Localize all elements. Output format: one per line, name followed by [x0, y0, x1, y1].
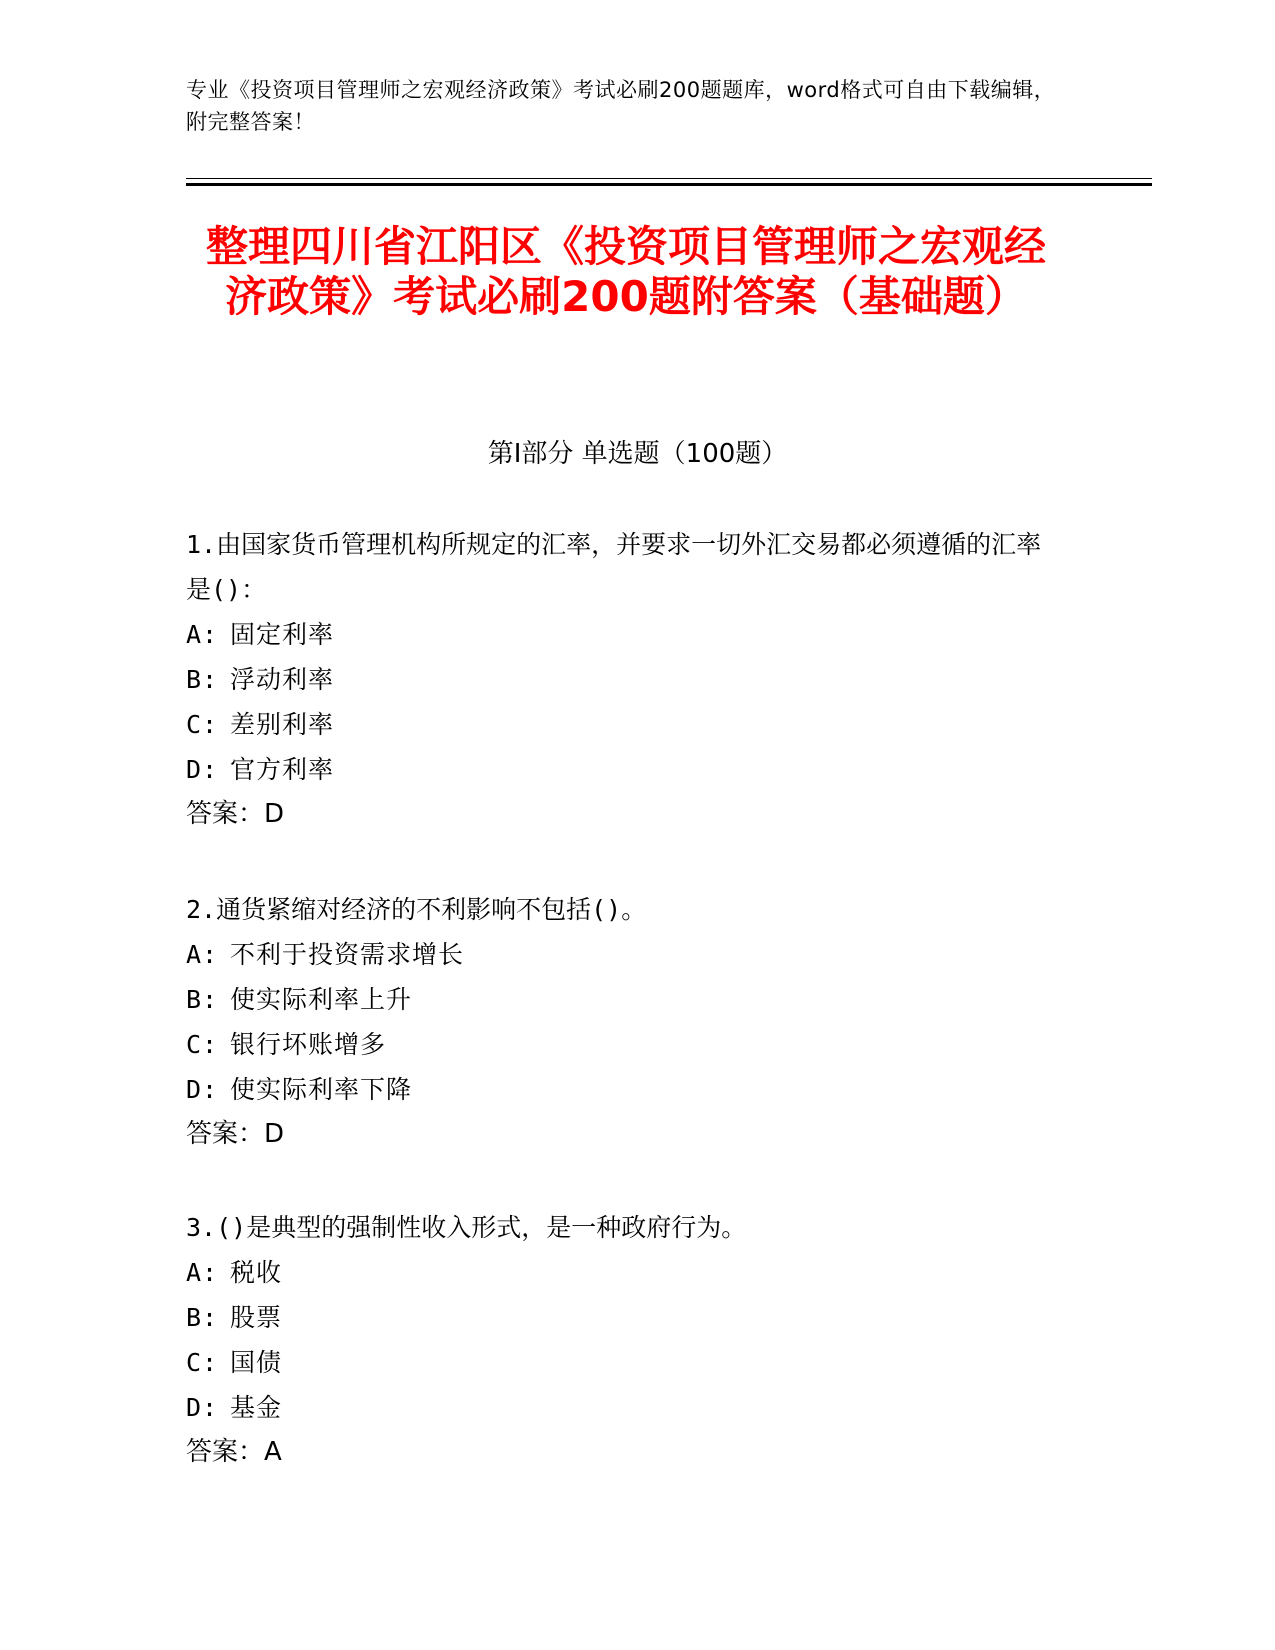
option-text: 股票: [230, 1303, 283, 1332]
question-stem: 1.由国家货币管理机构所规定的汇率，并要求一切外汇交易都必须遵循的汇率是()：: [186, 530, 1042, 604]
option-text: 国债: [230, 1348, 283, 1377]
option-d: [186, 1067, 1066, 1112]
option-text: 使实际利率上升: [230, 985, 413, 1014]
option-letter: B:: [186, 665, 219, 694]
option-letter: D:: [186, 1393, 219, 1422]
option-c: [186, 702, 1066, 747]
question-3: [186, 1205, 1066, 1475]
option-letter: D:: [186, 755, 219, 784]
document-title: 整理四川省江阳区《投资项目管理师之宏观经济政策》考试必刷200题附答案（基础题）: [205, 222, 1046, 321]
option-letter: C:: [186, 710, 219, 739]
option-b: [186, 1295, 1066, 1340]
header-divider-thick: [186, 183, 1152, 186]
option-text: 基金: [230, 1393, 283, 1422]
option-a: [186, 932, 1066, 977]
option-letter: B:: [186, 1303, 219, 1332]
option-d: [186, 1385, 1066, 1430]
option-letter: B:: [186, 985, 219, 1014]
answer-line: 答案：A: [186, 1437, 282, 1467]
header-divider-thin: [186, 178, 1152, 179]
option-b: [186, 977, 1066, 1022]
option-c: [186, 1340, 1066, 1385]
option-d: [186, 747, 1066, 792]
option-letter: C:: [186, 1030, 219, 1059]
option-a: [186, 612, 1066, 657]
option-letter: D:: [186, 1075, 219, 1104]
option-letter: C:: [186, 1348, 219, 1377]
option-text: 浮动利率: [230, 665, 335, 694]
option-c: [186, 1022, 1066, 1067]
option-letter: A:: [186, 620, 219, 649]
question-2: [186, 887, 1066, 1157]
section-title: 第I部分 单选题（100题）: [487, 439, 788, 469]
option-text: 固定利率: [230, 620, 335, 649]
option-letter: A:: [186, 1258, 219, 1287]
option-a: [186, 1250, 1066, 1295]
option-text: 银行坏账增多: [230, 1030, 387, 1059]
answer-line: 答案：D: [186, 799, 285, 829]
option-text: 官方利率: [230, 755, 335, 784]
option-text: 使实际利率下降: [230, 1075, 413, 1104]
option-text: 不利于投资需求增长: [230, 940, 465, 969]
question-stem: 3.()是典型的强制性收入形式，是一种政府行为。: [186, 1213, 747, 1242]
header-note: 专业《投资项目管理师之宏观经济政策》考试必刷200题题库，word格式可自由下载编辑，附完整答案！: [186, 78, 1056, 134]
question-stem: 2.通货紧缩对经济的不利影响不包括()。: [186, 895, 647, 924]
option-letter: A:: [186, 940, 219, 969]
question-1: [186, 522, 1066, 837]
option-text: 差别利率: [230, 710, 335, 739]
option-b: [186, 657, 1066, 702]
answer-line: 答案：D: [186, 1119, 285, 1149]
option-text: 税收: [230, 1258, 283, 1287]
